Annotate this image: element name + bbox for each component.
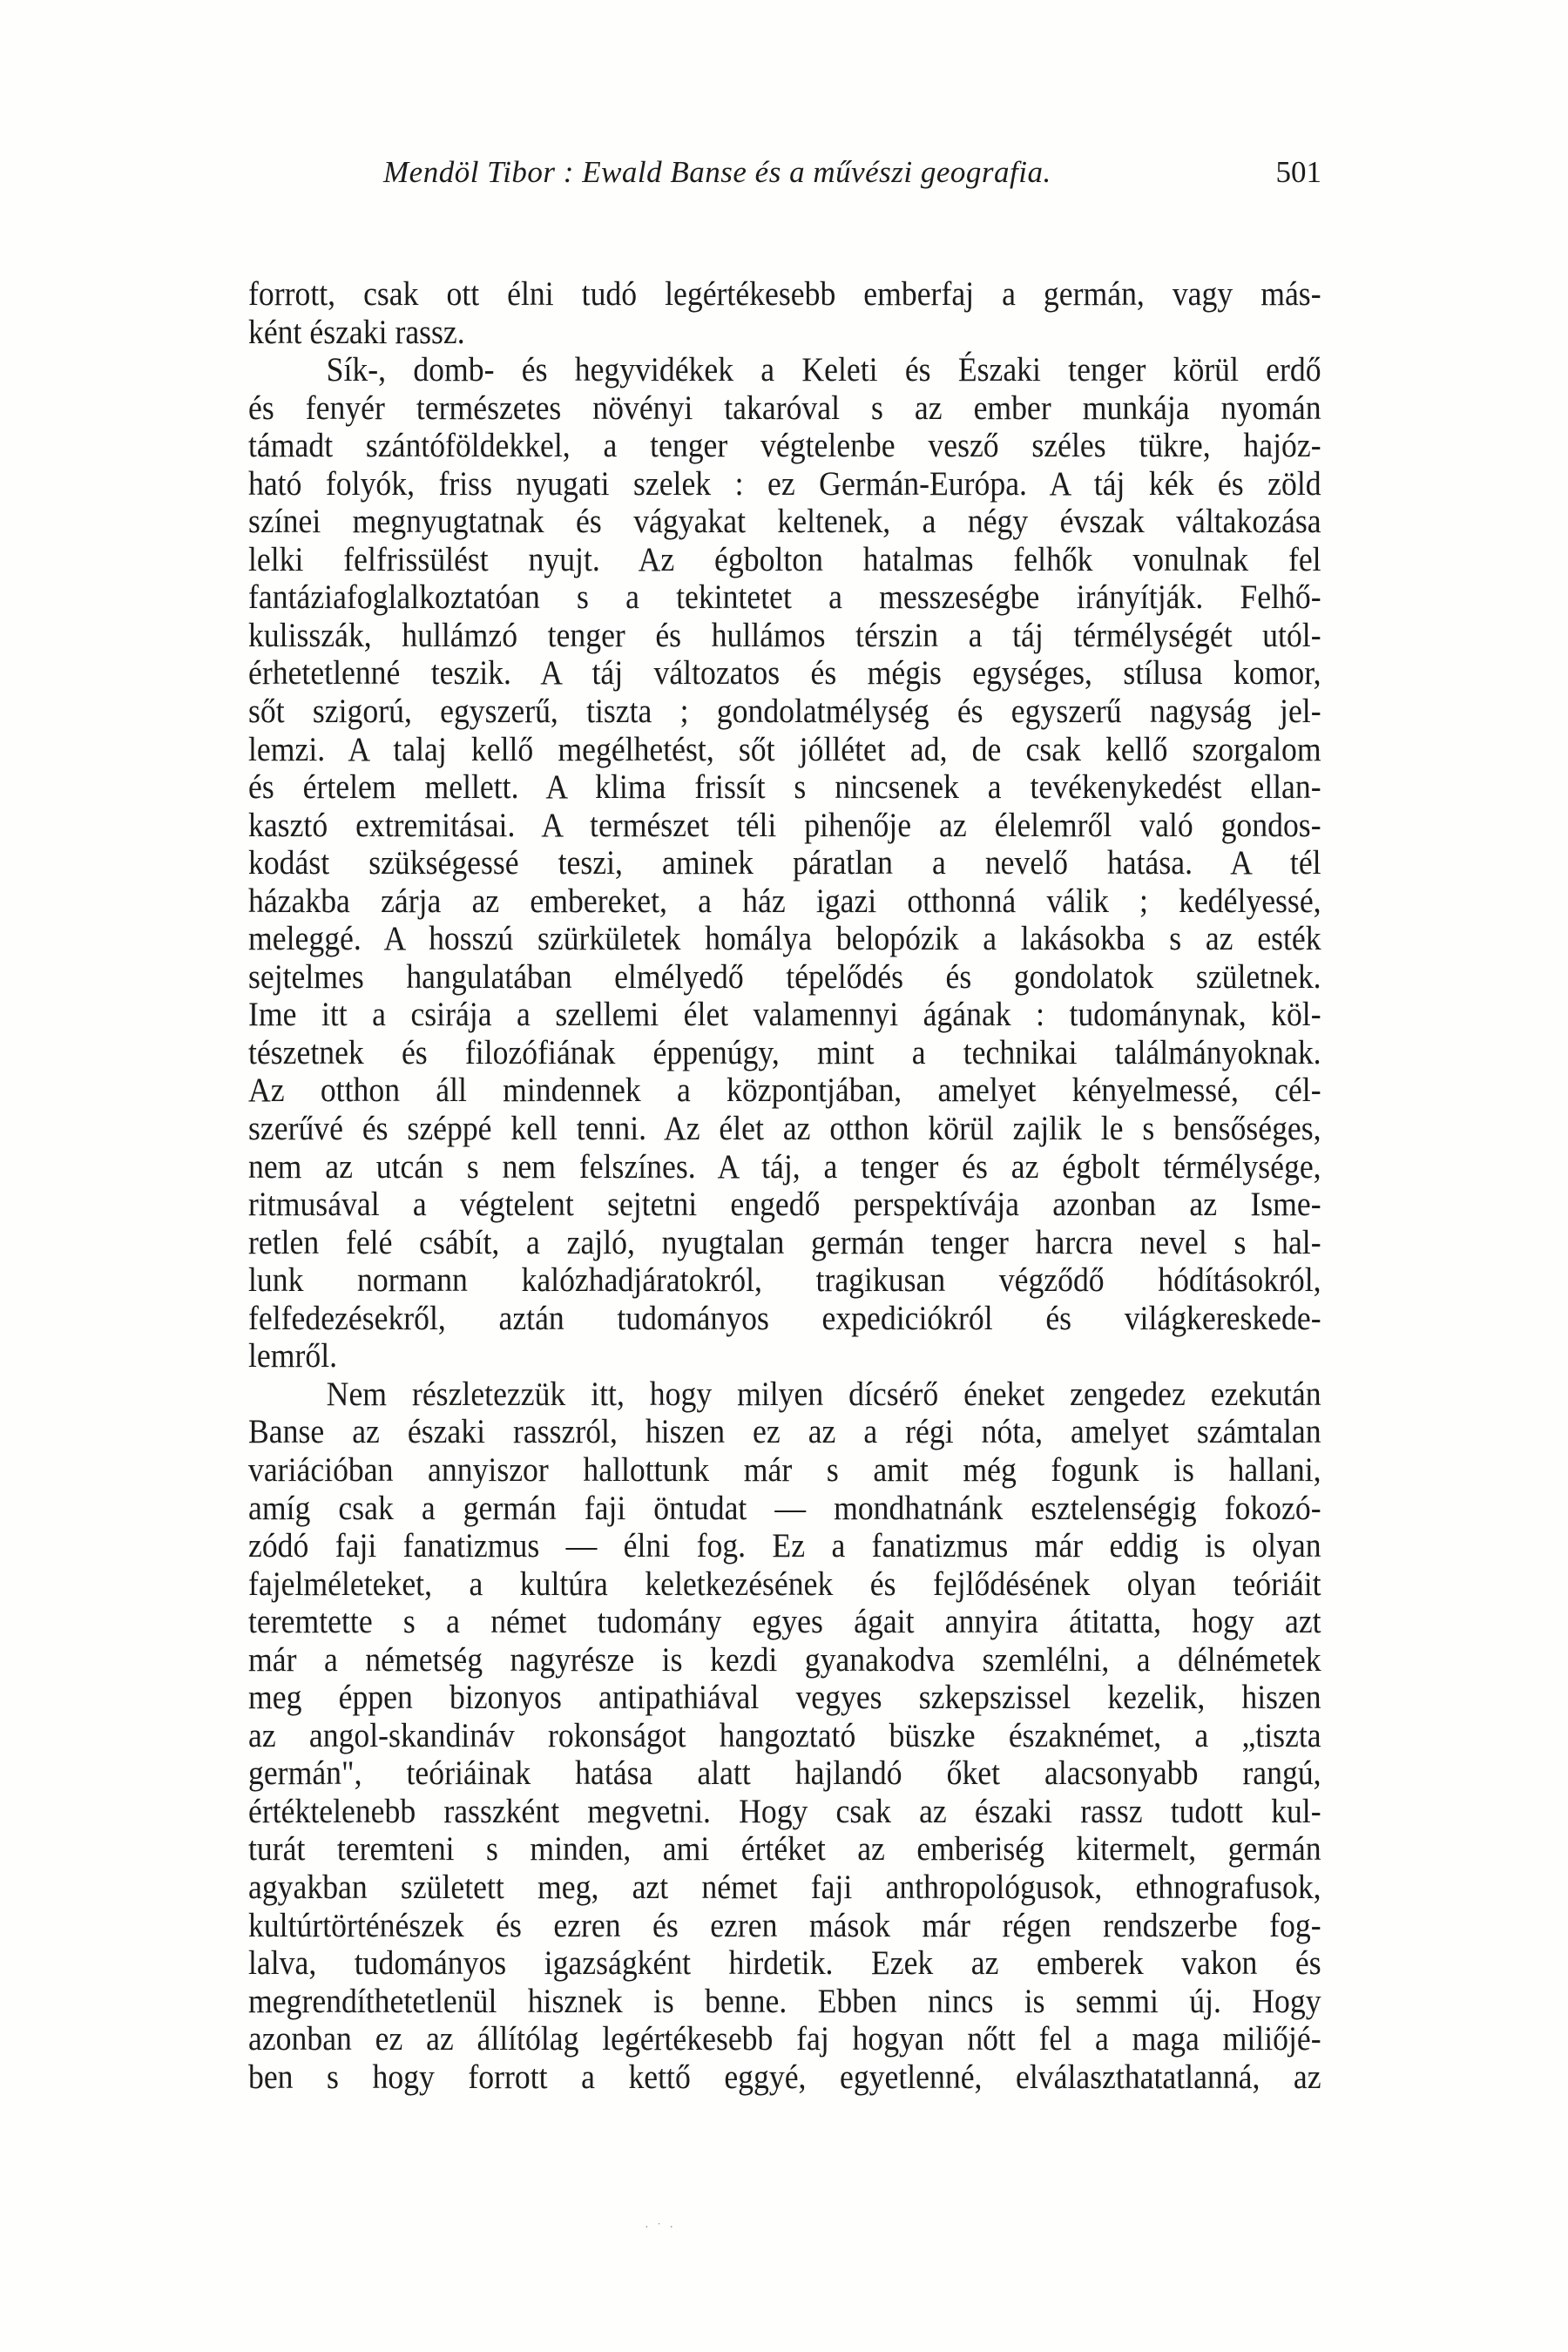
text-line: fantáziafoglalkoztatóan s a tekintetet a messzeségbe irányítják. Felhő- (248, 578, 1321, 617)
text-line: azonban ez az állítólag legértékesebb faj hogyan nőtt fel a maga miliőjé- (248, 2020, 1321, 2058)
text-line: variációban annyiszor hallottunk már s amit még fogunk is hallani, (248, 1450, 1321, 1489)
text-line: tészetnek és filozófiának éppenúgy, mint a technikai találmányoknak. (248, 1033, 1321, 1071)
text-line: zódó faji fanatizmus — élni fog. Ez a fanatizmus már eddig is olyan (248, 1527, 1321, 1565)
text-line: nem az utcán s nem felszínes. A táj, a tenger és az égbolt térmélysége, (248, 1147, 1321, 1186)
print-speck-marks: · ˙ · (645, 2221, 676, 2234)
text-line: értéktelenebb rasszként megvetni. Hogy csak az északi rassz tudott kul- (248, 1792, 1321, 1830)
text-line: agyakban született meg, azt német faji anthropológusok, ethnografusok, (248, 1868, 1321, 1906)
text-line: ben s hogy forrott a kettő eggyé, egyetlenné, elválaszthatatlanná, az (248, 2058, 1321, 2096)
text-line: germán", teóriáinak hatása alatt hajlandó őket alacsonyabb rangú, (248, 1754, 1321, 1793)
text-line: forrott, csak ott élni tudó legértékesebb emberfaj a germán, vagy más- (248, 275, 1321, 313)
text-line: lemről. (248, 1337, 338, 1375)
text-line: szerűvé és széppé kell tenni. Az élet az otthon körül zajlik le s bensőséges, (248, 1110, 1321, 1148)
text-line: ként északi rassz. (248, 313, 465, 351)
text-line: lemzi. A talaj kellő megélhetést, sőt jóllétet ad, de csak kellő szorgalom (248, 730, 1321, 768)
text-line: retlen felé csábít, a zajló, nyugtalan germán tenger harcra nevel s hal- (248, 1223, 1321, 1261)
text-line: lelki felfrissülést nyujt. Az égbolton hatalmas felhők vonulnak fel (248, 540, 1321, 578)
text-line: teremtette s a német tudomány egyes ágait annyira átitatta, hogy azt (248, 1603, 1321, 1641)
text-line: az angol-skandináv rokonságot hangoztató büszke északnémet, a „tiszta (248, 1716, 1321, 1754)
text-line: már a németség nagyrésze is kezdi gyanakodva szemlélni, a délnémetek (248, 1640, 1321, 1679)
text-line: turát teremteni s minden, ami értéket az emberiség kitermelt, germán (248, 1830, 1321, 1869)
text-line: érhetetlenné teszik. A táj változatos és mégis egységes, stílusa komor, (248, 654, 1321, 693)
text-line: lunk normann kalózhadjáratokról, tragikusan végződő hódításokról, (248, 1261, 1321, 1300)
text-line: kasztó extremitásai. A természet téli pihenője az élelemről való gondos- (248, 806, 1321, 844)
text-line: amíg csak a germán faji öntudat — mondhatnánk esztelenségig fokozó- (248, 1489, 1321, 1527)
page-number: 501 (1275, 155, 1321, 189)
body-text (248, 275, 1321, 2096)
text-line: támadt szántóföldekkel, a tenger végtelenbe vesző széles tükre, hajóz- (248, 427, 1321, 465)
text-line: színei megnyugtatnak és vágyakat keltenek, a négy évszak váltakozása (248, 503, 1321, 541)
text-line: fajelméleteket, a kultúra keletkezésének és fejlődésének olyan teóriáit (248, 1565, 1321, 1603)
text-line: Sík-, domb- és hegyvidékek a Keleti és Északi tenger körül erdő (326, 351, 1321, 389)
text-line: házakba zárja az embereket, a ház igazi otthonná válik ; kedélyessé, (248, 882, 1321, 920)
text-line: és értelem mellett. A klima frissít s nincsenek a tevékenykedést ellan- (248, 768, 1321, 807)
text-line: ritmusával a végtelent sejtetni engedő perspektívája azonban az Isme- (248, 1186, 1321, 1224)
text-line: megrendíthetetlenül hisznek is benne. Ebben nincs is semmi új. Hogy (248, 1982, 1321, 2020)
text-line: sőt szigorú, egyszerű, tiszta ; gondolatmélység és egyszerű nagyság jel- (248, 693, 1321, 731)
text-line: Nem részletezzük itt, hogy milyen dícsérő éneket zengedez ezekután (326, 1375, 1321, 1413)
text-line: sejtelmes hangulatában elmélyedő tépelődés és gondolatok születnek. (248, 957, 1321, 996)
text-line: Az otthon áll mindennek a központjában, amelyet kényelmessé, cél- (248, 1071, 1321, 1110)
text-line: kodást szükségessé teszi, aminek páratlan a nevelő hatása. A tél (248, 844, 1321, 882)
running-title: Mendöl Tibor : Ewald Banse és a művészi geografia. (383, 155, 1051, 189)
text-line: és fenyér természetes növényi takaróval s az ember munkája nyomán (248, 389, 1321, 427)
running-head (248, 146, 1321, 199)
text-line: lalva, tudományos igazságként hirdetik. Ezek az emberek vakon és (248, 1944, 1321, 1983)
text-line: kultúrtörténészek és ezren és ezren mások már régen rendszerbe fog- (248, 1906, 1321, 1944)
text-line: Banse az északi rasszról, hiszen ez az a régi nóta, amelyet számtalan (248, 1413, 1321, 1451)
text-line: Ime itt a csirája a szellemi élet valamennyi ágának : tudománynak, köl- (248, 996, 1321, 1034)
text-line: meg éppen bizonyos antipathiával vegyes szkepszissel kezelik, hiszen (248, 1679, 1321, 1717)
text-line: ható folyók, friss nyugati szelek : ez Germán-Európa. A táj kék és zöld (248, 464, 1321, 503)
text-line: felfedezésekről, aztán tudományos expediciókról és világkereskede- (248, 1299, 1321, 1337)
text-line: meleggé. A hosszú szürkületek homálya belopózik a lakásokba s az esték (248, 920, 1321, 958)
text-line: kulisszák, hullámzó tenger és hullámos térszin a táj térmélységét utól- (248, 616, 1321, 654)
